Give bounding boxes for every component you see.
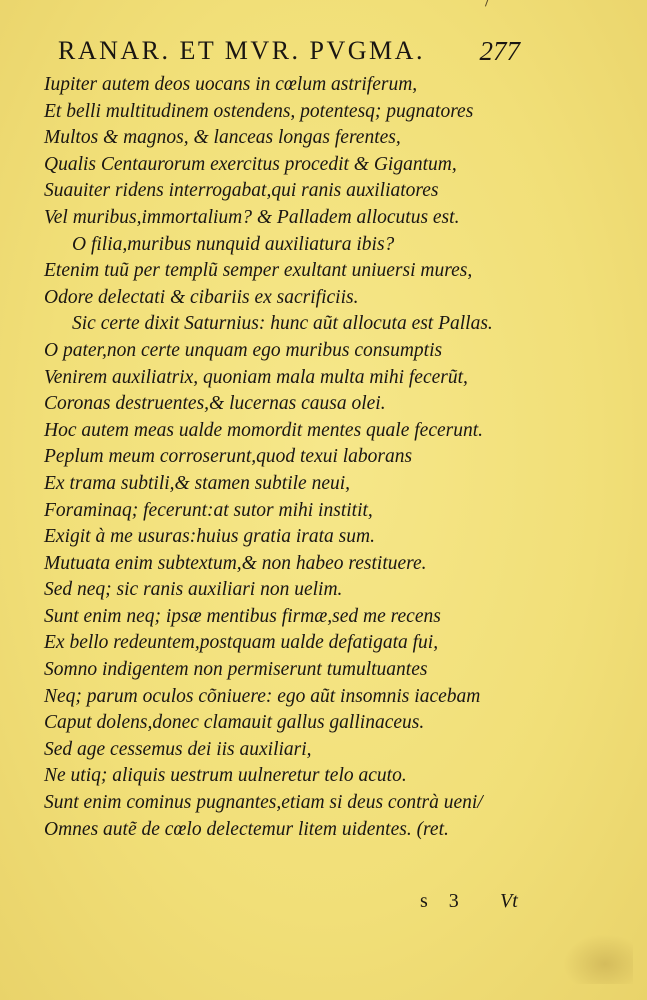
verse-line: Hoc autem meas ualde momordit mentes quale fecerunt. <box>44 419 484 441</box>
verse-line: Coronas destruentes,& lucernas causa olei. <box>44 393 386 415</box>
verse-line: Ne utiq; aliquis uestrum uulneretur telo acuto. <box>44 765 407 787</box>
verse-line: Neq; parum oculos cõniuere: ego aũt insomnis iacebam <box>44 685 481 707</box>
verse-line: Ex trama subtili,& stamen subtile neui, <box>44 472 351 494</box>
verse-line: Odore delectati & cibariis ex sacrificiis. <box>44 286 359 308</box>
verse-line: Mutuata enim subtextum,& non habeo restituere. <box>44 552 427 574</box>
verse-line: O filia,muribus nunquid auxiliatura ibis? <box>72 233 395 255</box>
verse-line: Sunt enim neq; ipsæ mentibus firmæ,sed me recens <box>44 605 441 627</box>
running-head: RANAR. ET MVR. PVGMA. <box>58 36 425 65</box>
verse-line: Ex bello redeuntem,postquam ualde defatigata fui, <box>44 632 439 654</box>
catchword: Vt <box>500 890 518 912</box>
verse-line: Qualis Centaurorum exercitus procedit & Gigantum, <box>44 153 457 175</box>
ink-mark <box>485 0 496 9</box>
verse-line: Etenim tuũ per templũ semper exultant uniuersi mures, <box>44 260 473 282</box>
verse-line: Sed neq; sic ranis auxiliari non uelim. <box>44 579 343 601</box>
verse-line: Multos & magnos, & lanceas longas ferentes, <box>44 127 401 149</box>
verse-line: Et belli multitudinem ostendens, potentesq; pugnatores <box>44 100 474 122</box>
verse-line: Sed age cessemus dei iis auxiliari, <box>44 738 312 760</box>
verse-line: Somno indigentem non permiserunt tumultuantes <box>44 659 428 681</box>
verse-line: Omnes autẽ de cœlo delectemur litem uidentes. (ret. <box>44 818 449 840</box>
verse-line: Caput dolens,donec clamauit gallus gallinaceus. <box>44 712 425 734</box>
verse-line: Sic certe dixit Saturnius: hunc aũt allocuta est Pallas. <box>72 313 493 335</box>
paper-stain <box>563 934 633 984</box>
verse-line: Foraminaq; fecerunt:at sutor mihi institit, <box>44 499 373 521</box>
verse-line: Vel muribus,immortalium? & Palladem allocutus est. <box>44 206 460 228</box>
verse-line: Iupiter autem deos uocans in cœlum astriferum, <box>44 74 418 95</box>
page-number: 277 <box>479 36 520 66</box>
signature-mark: s 3 <box>420 890 467 912</box>
verse-block <box>44 72 534 843</box>
verse-line: Suauiter ridens interrogabat,qui ranis auxiliatores <box>44 180 439 202</box>
verse-line: Venirem auxiliatrix, quoniam mala multa mihi fecerũt, <box>44 366 468 388</box>
verse-line: Sunt enim cominus pugnantes,etiam si deus contrà ueni/ <box>44 792 483 814</box>
verse-line: Exigit à me usuras:huius gratia irata sum. <box>44 526 375 548</box>
page-footer <box>420 890 530 916</box>
verse-line: O pater,non certe unquam ego muribus consumptis <box>44 339 443 361</box>
verse-line: Peplum meum corroserunt,quod texui laborans <box>44 446 413 468</box>
page-header <box>58 36 520 70</box>
